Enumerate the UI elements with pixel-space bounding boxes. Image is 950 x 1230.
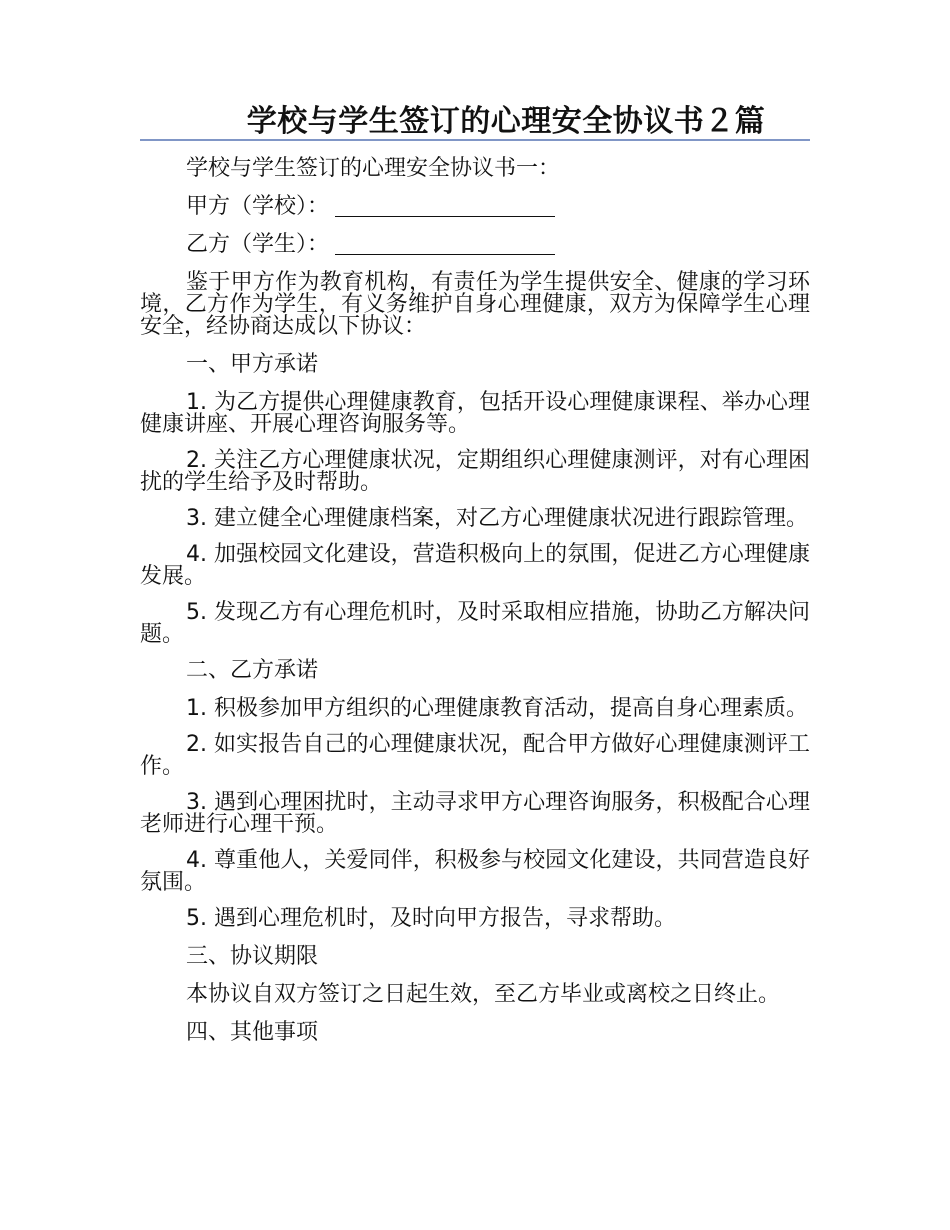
section2-item: 2. 如实报告自己的心理健康状况，配合甲方做好心理健康测评工作。 bbox=[140, 732, 810, 779]
section1-item: 3. 建立健全心理健康档案，对乙方心理健康状况进行跟踪管理。 bbox=[186, 506, 808, 531]
section3-heading: 三、协议期限 bbox=[186, 944, 319, 969]
section2-item: 1. 积极参加甲方组织的心理健康教育活动，提高自身心理素质。 bbox=[186, 696, 808, 721]
party-a-label: 甲方（学校）： bbox=[186, 194, 330, 219]
document-body bbox=[140, 158, 810, 1044]
section1-item: 5. 发现乙方有心理危机时，及时采取相应措施，协助乙方解决问题。 bbox=[140, 600, 810, 647]
intro-line: 学校与学生签订的心理安全协议书一： bbox=[186, 156, 561, 181]
section1-heading: 一、甲方承诺 bbox=[186, 352, 319, 377]
party-b-label: 乙方（学生）： bbox=[186, 232, 330, 257]
section2-item: 5. 遇到心理危机时，及时向甲方报告，寻求帮助。 bbox=[186, 906, 676, 931]
party-a-line bbox=[140, 196, 810, 218]
section4-heading: 四、其他事项 bbox=[186, 1020, 319, 1045]
party-a-blank bbox=[335, 196, 555, 217]
section1-item: 2. 关注乙方心理健康状况，定期组织心理健康测评，对有心理困扰的学生给予及时帮助。 bbox=[140, 448, 810, 495]
title-underline bbox=[140, 139, 810, 141]
section2-heading: 二、乙方承诺 bbox=[186, 658, 319, 683]
section2-item: 3. 遇到心理困扰时，主动寻求甲方心理咨询服务，积极配合心理老师进行心理干预。 bbox=[140, 790, 810, 837]
section3-text: 本协议自双方签订之日起生效，至乙方毕业或离校之日终止。 bbox=[186, 982, 781, 1007]
section1-item: 1. 为乙方提供心理健康教育，包括开设心理健康课程、举办心理健康讲座、开展心理咨询服务等。 bbox=[140, 390, 810, 437]
preamble-paragraph: 鉴于甲方作为教育机构，有责任为学生提供安全、健康的学习环境，乙方作为学生，有义务维护自身心理健康，双方为保障学生心理安全，经协商达成以下协议： bbox=[140, 270, 810, 339]
section2-item: 4. 尊重他人，关爱同伴，积极参与校园文化建设，共同营造良好氛围。 bbox=[140, 848, 810, 895]
title-block bbox=[140, 100, 810, 142]
party-b-blank bbox=[335, 234, 555, 255]
document-title: 学校与学生签订的心理安全协议书２篇 bbox=[246, 104, 766, 139]
section1-item: 4. 加强校园文化建设，营造积极向上的氛围，促进乙方心理健康发展。 bbox=[140, 542, 810, 589]
party-b-line bbox=[140, 234, 810, 256]
